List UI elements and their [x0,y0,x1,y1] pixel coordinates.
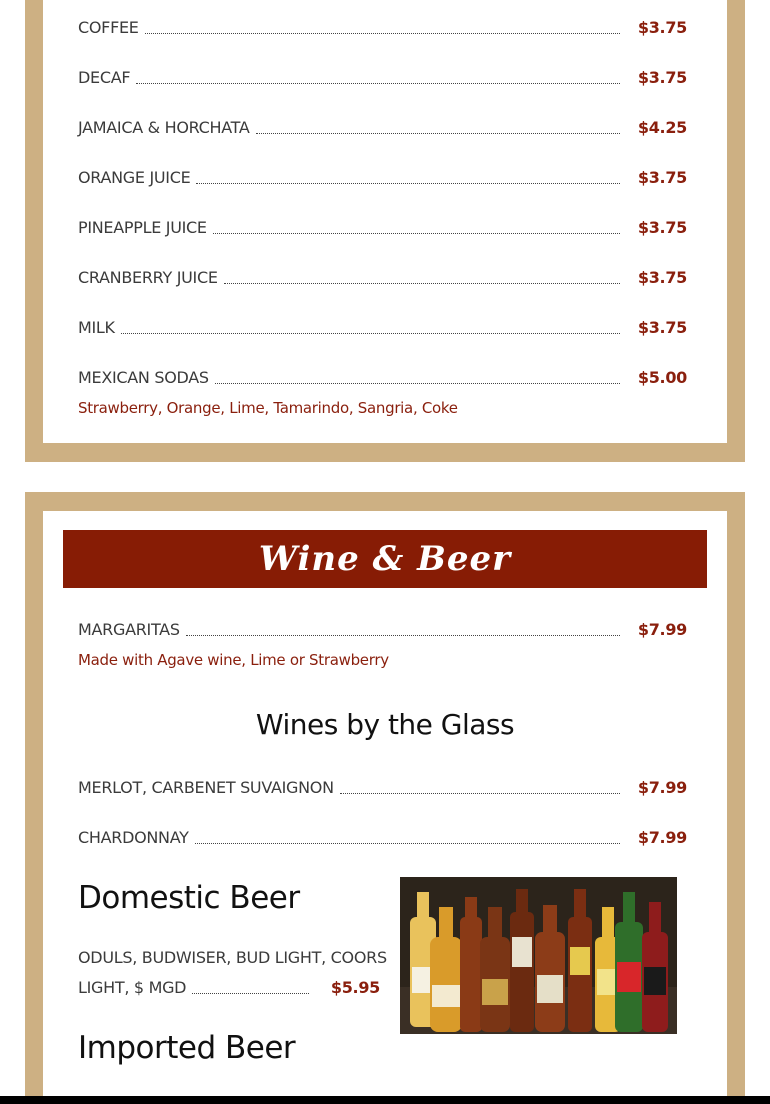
dot-leader [224,282,620,284]
item-name: LIGHT, $ MGD [78,978,187,997]
dot-leader [256,132,620,134]
item-name: ORANGE JUICE [78,168,191,187]
item-price: $3.75 [637,168,687,187]
menu-item [78,616,687,640]
dot-leader [340,792,620,794]
menu-item [78,824,687,848]
item-price: $4.25 [637,118,687,137]
domestic-beer-heading: Domestic Beer [78,880,300,916]
wines-heading: Wines by the Glass [255,708,515,741]
item-name: DECAF [78,68,131,87]
menu-item [78,264,687,288]
item-price: $7.99 [637,828,687,847]
item-price: $5.00 [637,368,687,387]
dot-leader [195,842,620,844]
item-price: $3.75 [637,318,687,337]
dot-leader [145,32,620,34]
item-price: $3.75 [637,18,687,37]
item-name: COFFEE [78,18,139,37]
menu-item [78,364,687,388]
imported-beer-heading: Imported Beer [78,1030,296,1066]
beer-bottles-photo [400,877,677,1034]
beer-bottles-illustration [400,877,677,1034]
item-name: JAMAICA & HORCHATA [78,118,250,137]
menu-item [78,64,687,88]
item-name: MEXICAN SODAS [78,368,209,387]
bottom-edge [0,1096,770,1104]
dot-leader [136,82,620,84]
item-name: MILK [78,318,115,337]
item-price: $7.99 [637,778,687,797]
menu-item [78,164,687,188]
menu-item [78,974,380,998]
section-title: Wine & Beer [63,530,707,588]
sodas-note: Strawberry, Orange, Lime, Tamarindo, Sangria, Coke [78,399,458,417]
margaritas-note: Made with Agave wine, Lime or Strawberry [78,651,389,669]
item-name: MERLOT, CARBENET SUVAIGNON [78,778,334,797]
item-price: $7.99 [637,620,687,639]
menu-item [78,114,687,138]
item-price: $3.75 [637,218,687,237]
dot-leader [196,182,619,184]
item-name: CRANBERRY JUICE [78,268,218,287]
item-name: CHARDONNAY [78,828,189,847]
domestic-beer-line1: ODULS, BUDWISER, BUD LIGHT, COORS [78,948,387,967]
item-name: PINEAPPLE JUICE [78,218,207,237]
dot-leader [215,382,620,384]
dot-leader [186,634,620,636]
item-name: MARGARITAS [78,620,180,639]
item-price: $3.75 [637,268,687,287]
item-price: $3.75 [637,68,687,87]
dot-leader [213,232,620,234]
menu-item [78,314,687,338]
menu-item [78,14,687,38]
dot-leader [121,332,620,334]
dot-leader [192,992,309,994]
menu-item [78,214,687,238]
item-price: $5.95 [330,978,380,997]
menu-item [78,774,687,798]
